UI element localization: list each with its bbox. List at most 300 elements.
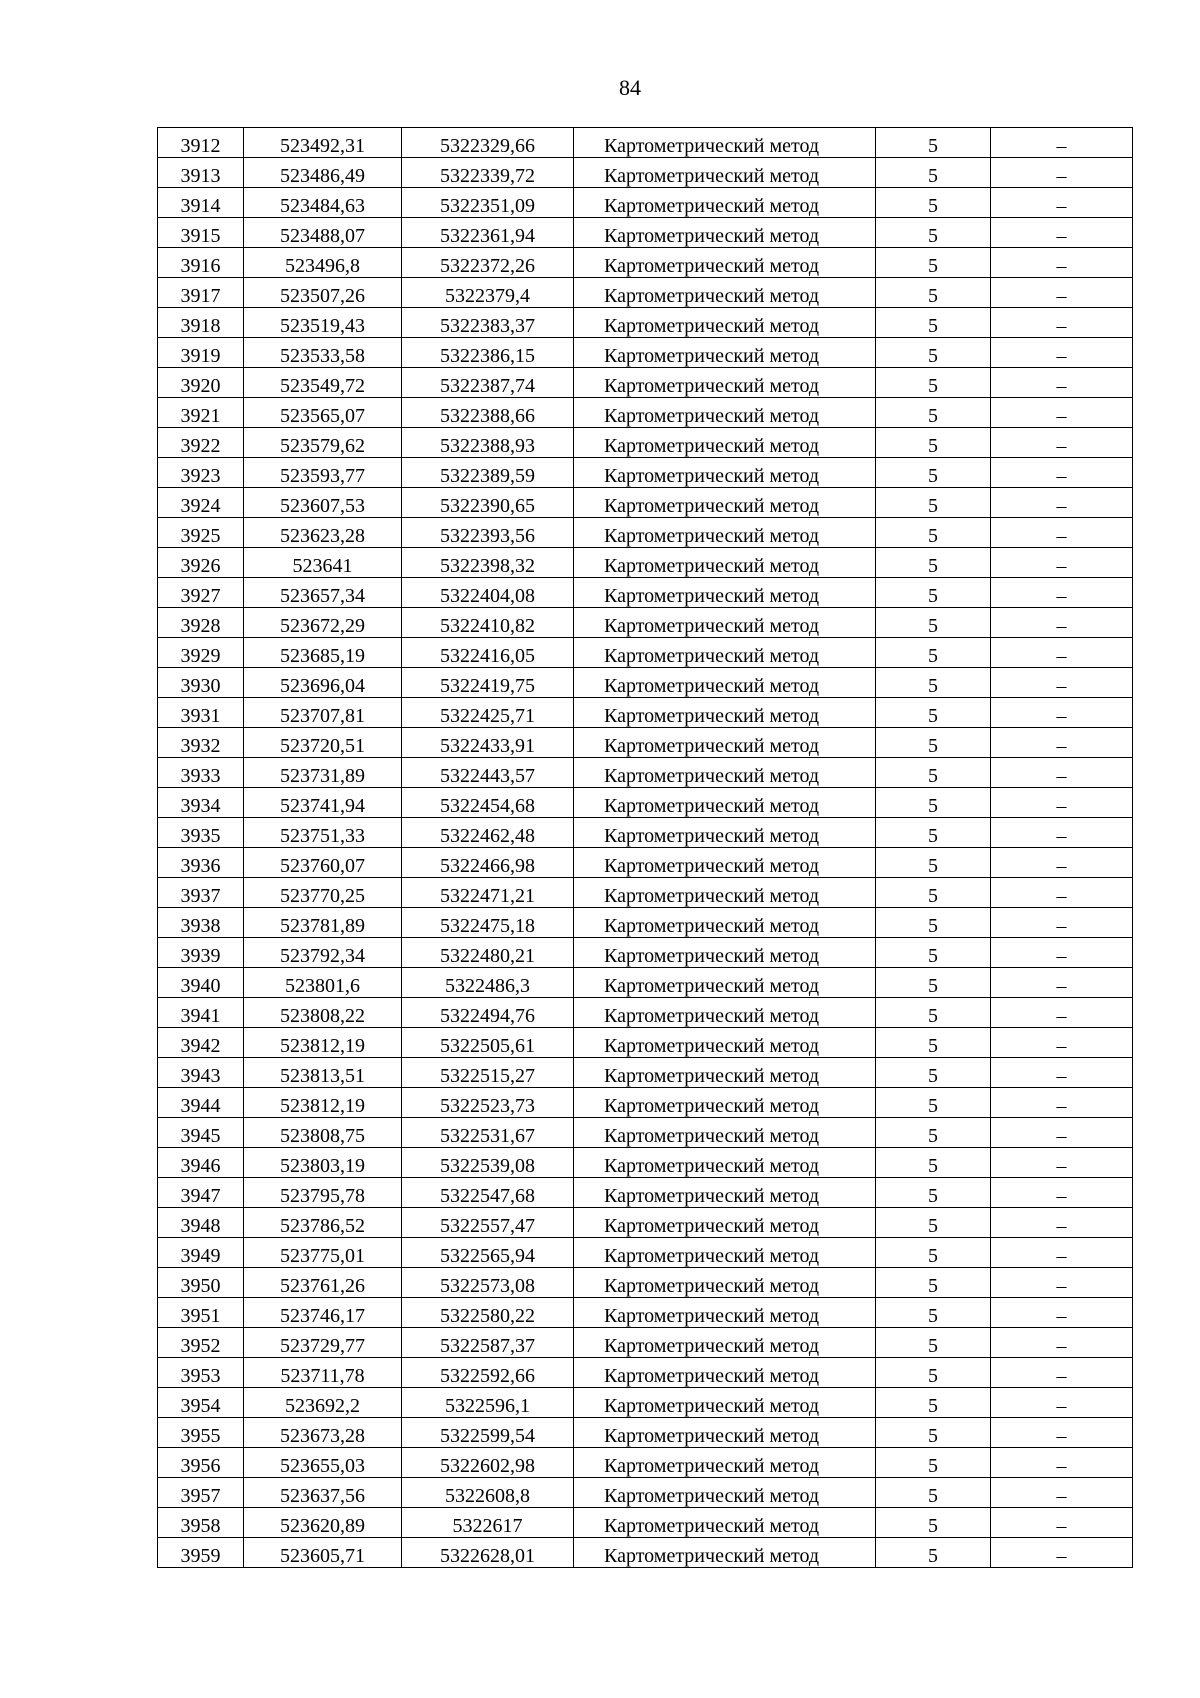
method-cell: Картометрический метод	[574, 1118, 876, 1148]
table-row	[158, 1058, 1133, 1088]
method-cell: Картометрический метод	[574, 938, 876, 968]
table-row	[158, 938, 1133, 968]
point-number-cell: 3914	[158, 188, 244, 218]
method-cell: Картометрический метод	[574, 1448, 876, 1478]
method-cell: Картометрический метод	[574, 218, 876, 248]
x-coordinate-cell: 523533,58	[244, 338, 402, 368]
table-row	[158, 248, 1133, 278]
method-cell: Картометрический метод	[574, 1238, 876, 1268]
description-cell: –	[991, 1418, 1133, 1448]
x-coordinate-cell: 523492,31	[244, 128, 402, 158]
method-cell: Картометрический метод	[574, 818, 876, 848]
point-number-cell: 3928	[158, 608, 244, 638]
description-cell: –	[991, 848, 1133, 878]
description-cell: –	[991, 998, 1133, 1028]
y-coordinate-cell: 5322539,08	[402, 1148, 574, 1178]
y-coordinate-cell: 5322475,18	[402, 908, 574, 938]
method-cell: Картометрический метод	[574, 1388, 876, 1418]
point-number-cell: 3934	[158, 788, 244, 818]
accuracy-cell: 5	[876, 668, 991, 698]
table-row	[158, 758, 1133, 788]
table-row	[158, 548, 1133, 578]
x-coordinate-cell: 523812,19	[244, 1028, 402, 1058]
description-cell: –	[991, 368, 1133, 398]
table-row	[158, 1538, 1133, 1568]
x-coordinate-cell: 523484,63	[244, 188, 402, 218]
method-cell: Картометрический метод	[574, 668, 876, 698]
description-cell: –	[991, 788, 1133, 818]
y-coordinate-cell: 5322628,01	[402, 1538, 574, 1568]
method-cell: Картометрический метод	[574, 458, 876, 488]
table-row	[158, 1208, 1133, 1238]
coordinates-table-body	[158, 128, 1133, 1568]
y-coordinate-cell: 5322471,21	[402, 878, 574, 908]
table-row	[158, 1328, 1133, 1358]
method-cell: Картометрический метод	[574, 548, 876, 578]
point-number-cell: 3920	[158, 368, 244, 398]
method-cell: Картометрический метод	[574, 1178, 876, 1208]
description-cell: –	[991, 1238, 1133, 1268]
accuracy-cell: 5	[876, 968, 991, 998]
y-coordinate-cell: 5322466,98	[402, 848, 574, 878]
y-coordinate-cell: 5322505,61	[402, 1028, 574, 1058]
point-number-cell: 3949	[158, 1238, 244, 1268]
accuracy-cell: 5	[876, 818, 991, 848]
description-cell: –	[991, 1148, 1133, 1178]
x-coordinate-cell: 523593,77	[244, 458, 402, 488]
table-row	[158, 698, 1133, 728]
method-cell: Картометрический метод	[574, 428, 876, 458]
description-cell: –	[991, 398, 1133, 428]
point-number-cell: 3947	[158, 1178, 244, 1208]
x-coordinate-cell: 523711,78	[244, 1358, 402, 1388]
accuracy-cell: 5	[876, 398, 991, 428]
point-number-cell: 3941	[158, 998, 244, 1028]
point-number-cell: 3936	[158, 848, 244, 878]
x-coordinate-cell: 523685,19	[244, 638, 402, 668]
x-coordinate-cell: 523770,25	[244, 878, 402, 908]
point-number-cell: 3940	[158, 968, 244, 998]
method-cell: Картометрический метод	[574, 398, 876, 428]
description-cell: –	[991, 1388, 1133, 1418]
y-coordinate-cell: 5322494,76	[402, 998, 574, 1028]
point-number-cell: 3919	[158, 338, 244, 368]
x-coordinate-cell: 523486,49	[244, 158, 402, 188]
x-coordinate-cell: 523519,43	[244, 308, 402, 338]
accuracy-cell: 5	[876, 128, 991, 158]
description-cell: –	[991, 1118, 1133, 1148]
point-number-cell: 3921	[158, 398, 244, 428]
method-cell: Картометрический метод	[574, 1268, 876, 1298]
point-number-cell: 3952	[158, 1328, 244, 1358]
y-coordinate-cell: 5322379,4	[402, 278, 574, 308]
x-coordinate-cell: 523488,07	[244, 218, 402, 248]
description-cell: –	[991, 698, 1133, 728]
description-cell: –	[991, 878, 1133, 908]
point-number-cell: 3945	[158, 1118, 244, 1148]
description-cell: –	[991, 1508, 1133, 1538]
y-coordinate-cell: 5322443,57	[402, 758, 574, 788]
description-cell: –	[991, 1478, 1133, 1508]
method-cell: Картометрический метод	[574, 1208, 876, 1238]
y-coordinate-cell: 5322587,37	[402, 1328, 574, 1358]
method-cell: Картометрический метод	[574, 1508, 876, 1538]
description-cell: –	[991, 578, 1133, 608]
x-coordinate-cell: 523641	[244, 548, 402, 578]
y-coordinate-cell: 5322433,91	[402, 728, 574, 758]
y-coordinate-cell: 5322608,8	[402, 1478, 574, 1508]
table-row	[158, 1298, 1133, 1328]
table-row	[158, 428, 1133, 458]
method-cell: Картометрический метод	[574, 188, 876, 218]
x-coordinate-cell: 523507,26	[244, 278, 402, 308]
y-coordinate-cell: 5322410,82	[402, 608, 574, 638]
point-number-cell: 3926	[158, 548, 244, 578]
x-coordinate-cell: 523808,22	[244, 998, 402, 1028]
accuracy-cell: 5	[876, 578, 991, 608]
x-coordinate-cell: 523692,2	[244, 1388, 402, 1418]
table-row	[158, 1238, 1133, 1268]
table-row	[158, 1388, 1133, 1418]
accuracy-cell: 5	[876, 1328, 991, 1358]
x-coordinate-cell: 523696,04	[244, 668, 402, 698]
x-coordinate-cell: 523760,07	[244, 848, 402, 878]
description-cell: –	[991, 428, 1133, 458]
point-number-cell: 3959	[158, 1538, 244, 1568]
point-number-cell: 3953	[158, 1358, 244, 1388]
description-cell: –	[991, 1358, 1133, 1388]
table-row	[158, 998, 1133, 1028]
point-number-cell: 3918	[158, 308, 244, 338]
table-row	[158, 128, 1133, 158]
accuracy-cell: 5	[876, 428, 991, 458]
x-coordinate-cell: 523655,03	[244, 1448, 402, 1478]
y-coordinate-cell: 5322339,72	[402, 158, 574, 188]
table-row	[158, 1268, 1133, 1298]
accuracy-cell: 5	[876, 638, 991, 668]
point-number-cell: 3951	[158, 1298, 244, 1328]
y-coordinate-cell: 5322416,05	[402, 638, 574, 668]
x-coordinate-cell: 523795,78	[244, 1178, 402, 1208]
description-cell: –	[991, 668, 1133, 698]
description-cell: –	[991, 518, 1133, 548]
accuracy-cell: 5	[876, 938, 991, 968]
method-cell: Картометрический метод	[574, 1358, 876, 1388]
point-number-cell: 3927	[158, 578, 244, 608]
description-cell: –	[991, 638, 1133, 668]
method-cell: Картометрический метод	[574, 368, 876, 398]
accuracy-cell: 5	[876, 1178, 991, 1208]
x-coordinate-cell: 523607,53	[244, 488, 402, 518]
description-cell: –	[991, 1208, 1133, 1238]
point-number-cell: 3932	[158, 728, 244, 758]
point-number-cell: 3954	[158, 1388, 244, 1418]
x-coordinate-cell: 523496,8	[244, 248, 402, 278]
method-cell: Картометрический метод	[574, 1298, 876, 1328]
x-coordinate-cell: 523672,29	[244, 608, 402, 638]
point-number-cell: 3915	[158, 218, 244, 248]
accuracy-cell: 5	[876, 788, 991, 818]
description-cell: –	[991, 158, 1133, 188]
description-cell: –	[991, 1058, 1133, 1088]
y-coordinate-cell: 5322602,98	[402, 1448, 574, 1478]
x-coordinate-cell: 523786,52	[244, 1208, 402, 1238]
method-cell: Картометрический метод	[574, 698, 876, 728]
x-coordinate-cell: 523729,77	[244, 1328, 402, 1358]
table-row	[158, 878, 1133, 908]
point-number-cell: 3923	[158, 458, 244, 488]
table-row	[158, 1478, 1133, 1508]
accuracy-cell: 5	[876, 1418, 991, 1448]
point-number-cell: 3924	[158, 488, 244, 518]
point-number-cell: 3944	[158, 1088, 244, 1118]
x-coordinate-cell: 523803,19	[244, 1148, 402, 1178]
table-row	[158, 1508, 1133, 1538]
y-coordinate-cell: 5322386,15	[402, 338, 574, 368]
method-cell: Картометрический метод	[574, 518, 876, 548]
x-coordinate-cell: 523801,6	[244, 968, 402, 998]
description-cell: –	[991, 548, 1133, 578]
accuracy-cell: 5	[876, 998, 991, 1028]
y-coordinate-cell: 5322531,67	[402, 1118, 574, 1148]
accuracy-cell: 5	[876, 608, 991, 638]
y-coordinate-cell: 5322383,37	[402, 308, 574, 338]
y-coordinate-cell: 5322351,09	[402, 188, 574, 218]
y-coordinate-cell: 5322389,59	[402, 458, 574, 488]
y-coordinate-cell: 5322565,94	[402, 1238, 574, 1268]
table-row	[158, 188, 1133, 218]
table-row	[158, 668, 1133, 698]
table-row	[158, 818, 1133, 848]
table-row	[158, 218, 1133, 248]
y-coordinate-cell: 5322425,71	[402, 698, 574, 728]
accuracy-cell: 5	[876, 1148, 991, 1178]
accuracy-cell: 5	[876, 548, 991, 578]
method-cell: Картометрический метод	[574, 128, 876, 158]
y-coordinate-cell: 5322388,66	[402, 398, 574, 428]
accuracy-cell: 5	[876, 188, 991, 218]
method-cell: Картометрический метод	[574, 488, 876, 518]
point-number-cell: 3948	[158, 1208, 244, 1238]
description-cell: –	[991, 818, 1133, 848]
point-number-cell: 3946	[158, 1148, 244, 1178]
x-coordinate-cell: 523673,28	[244, 1418, 402, 1448]
page-number: 84	[619, 75, 641, 100]
description-cell: –	[991, 1538, 1133, 1568]
x-coordinate-cell: 523761,26	[244, 1268, 402, 1298]
description-cell: –	[991, 1448, 1133, 1478]
y-coordinate-cell: 5322454,68	[402, 788, 574, 818]
accuracy-cell: 5	[876, 1058, 991, 1088]
y-coordinate-cell: 5322393,56	[402, 518, 574, 548]
accuracy-cell: 5	[876, 758, 991, 788]
accuracy-cell: 5	[876, 1478, 991, 1508]
point-number-cell: 3958	[158, 1508, 244, 1538]
table-row	[158, 158, 1133, 188]
x-coordinate-cell: 523751,33	[244, 818, 402, 848]
x-coordinate-cell: 523731,89	[244, 758, 402, 788]
method-cell: Картометрический метод	[574, 878, 876, 908]
point-number-cell: 3913	[158, 158, 244, 188]
method-cell: Картометрический метод	[574, 998, 876, 1028]
point-number-cell: 3950	[158, 1268, 244, 1298]
description-cell: –	[991, 1178, 1133, 1208]
y-coordinate-cell: 5322515,27	[402, 1058, 574, 1088]
point-number-cell: 3942	[158, 1028, 244, 1058]
method-cell: Картометрический метод	[574, 968, 876, 998]
x-coordinate-cell: 523813,51	[244, 1058, 402, 1088]
x-coordinate-cell: 523549,72	[244, 368, 402, 398]
coordinates-table	[157, 127, 1133, 1568]
table-row	[158, 1118, 1133, 1148]
x-coordinate-cell: 523620,89	[244, 1508, 402, 1538]
point-number-cell: 3935	[158, 818, 244, 848]
table-row	[158, 1358, 1133, 1388]
accuracy-cell: 5	[876, 1388, 991, 1418]
point-number-cell: 3925	[158, 518, 244, 548]
accuracy-cell: 5	[876, 1538, 991, 1568]
y-coordinate-cell: 5322480,21	[402, 938, 574, 968]
accuracy-cell: 5	[876, 158, 991, 188]
description-cell: –	[991, 1298, 1133, 1328]
description-cell: –	[991, 458, 1133, 488]
y-coordinate-cell: 5322419,75	[402, 668, 574, 698]
x-coordinate-cell: 523657,34	[244, 578, 402, 608]
y-coordinate-cell: 5322599,54	[402, 1418, 574, 1448]
table-row	[158, 728, 1133, 758]
method-cell: Картометрический метод	[574, 758, 876, 788]
accuracy-cell: 5	[876, 458, 991, 488]
point-number-cell: 3929	[158, 638, 244, 668]
table-row	[158, 788, 1133, 818]
description-cell: –	[991, 308, 1133, 338]
accuracy-cell: 5	[876, 1208, 991, 1238]
method-cell: Картометрический метод	[574, 1088, 876, 1118]
description-cell: –	[991, 218, 1133, 248]
method-cell: Картометрический метод	[574, 1538, 876, 1568]
x-coordinate-cell: 523623,28	[244, 518, 402, 548]
accuracy-cell: 5	[876, 368, 991, 398]
accuracy-cell: 5	[876, 908, 991, 938]
method-cell: Картометрический метод	[574, 1328, 876, 1358]
method-cell: Картометрический метод	[574, 1148, 876, 1178]
y-coordinate-cell: 5322523,73	[402, 1088, 574, 1118]
x-coordinate-cell: 523781,89	[244, 908, 402, 938]
y-coordinate-cell: 5322573,08	[402, 1268, 574, 1298]
point-number-cell: 3930	[158, 668, 244, 698]
table-row	[158, 578, 1133, 608]
description-cell: –	[991, 248, 1133, 278]
description-cell: –	[991, 758, 1133, 788]
description-cell: –	[991, 278, 1133, 308]
method-cell: Картометрический метод	[574, 1058, 876, 1088]
accuracy-cell: 5	[876, 1028, 991, 1058]
accuracy-cell: 5	[876, 278, 991, 308]
x-coordinate-cell: 523637,56	[244, 1478, 402, 1508]
x-coordinate-cell: 523579,62	[244, 428, 402, 458]
accuracy-cell: 5	[876, 338, 991, 368]
table-row	[158, 848, 1133, 878]
table-row	[158, 398, 1133, 428]
method-cell: Картометрический метод	[574, 248, 876, 278]
accuracy-cell: 5	[876, 1298, 991, 1328]
accuracy-cell: 5	[876, 1088, 991, 1118]
method-cell: Картометрический метод	[574, 638, 876, 668]
table-row	[158, 1028, 1133, 1058]
description-cell: –	[991, 728, 1133, 758]
method-cell: Картометрический метод	[574, 338, 876, 368]
description-cell: –	[991, 188, 1133, 218]
table-row	[158, 908, 1133, 938]
x-coordinate-cell: 523720,51	[244, 728, 402, 758]
point-number-cell: 3957	[158, 1478, 244, 1508]
table-row	[158, 518, 1133, 548]
y-coordinate-cell: 5322398,32	[402, 548, 574, 578]
point-number-cell: 3912	[158, 128, 244, 158]
x-coordinate-cell: 523741,94	[244, 788, 402, 818]
method-cell: Картометрический метод	[574, 608, 876, 638]
y-coordinate-cell: 5322580,22	[402, 1298, 574, 1328]
accuracy-cell: 5	[876, 698, 991, 728]
y-coordinate-cell: 5322547,68	[402, 1178, 574, 1208]
method-cell: Картометрический метод	[574, 728, 876, 758]
accuracy-cell: 5	[876, 488, 991, 518]
method-cell: Картометрический метод	[574, 578, 876, 608]
x-coordinate-cell: 523792,34	[244, 938, 402, 968]
table-row	[158, 1448, 1133, 1478]
table-row	[158, 1088, 1133, 1118]
x-coordinate-cell: 523605,71	[244, 1538, 402, 1568]
table-row	[158, 1418, 1133, 1448]
table-row	[158, 338, 1133, 368]
point-number-cell: 3931	[158, 698, 244, 728]
y-coordinate-cell: 5322617	[402, 1508, 574, 1538]
accuracy-cell: 5	[876, 728, 991, 758]
y-coordinate-cell: 5322404,08	[402, 578, 574, 608]
accuracy-cell: 5	[876, 308, 991, 338]
x-coordinate-cell: 523707,81	[244, 698, 402, 728]
table-row	[158, 278, 1133, 308]
method-cell: Картометрический метод	[574, 158, 876, 188]
x-coordinate-cell: 523775,01	[244, 1238, 402, 1268]
y-coordinate-cell: 5322387,74	[402, 368, 574, 398]
y-coordinate-cell: 5322592,66	[402, 1358, 574, 1388]
description-cell: –	[991, 1028, 1133, 1058]
accuracy-cell: 5	[876, 1238, 991, 1268]
accuracy-cell: 5	[876, 1118, 991, 1148]
method-cell: Картометрический метод	[574, 848, 876, 878]
accuracy-cell: 5	[876, 1508, 991, 1538]
accuracy-cell: 5	[876, 248, 991, 278]
point-number-cell: 3943	[158, 1058, 244, 1088]
description-cell: –	[991, 938, 1133, 968]
point-number-cell: 3917	[158, 278, 244, 308]
point-number-cell: 3956	[158, 1448, 244, 1478]
description-cell: –	[991, 488, 1133, 518]
description-cell: –	[991, 1088, 1133, 1118]
table-row	[158, 1148, 1133, 1178]
y-coordinate-cell: 5322329,66	[402, 128, 574, 158]
description-cell: –	[991, 1268, 1133, 1298]
table-row	[158, 1178, 1133, 1208]
y-coordinate-cell: 5322390,65	[402, 488, 574, 518]
description-cell: –	[991, 1328, 1133, 1358]
point-number-cell: 3937	[158, 878, 244, 908]
y-coordinate-cell: 5322486,3	[402, 968, 574, 998]
x-coordinate-cell: 523808,75	[244, 1118, 402, 1148]
table-row	[158, 458, 1133, 488]
method-cell: Картометрический метод	[574, 1418, 876, 1448]
